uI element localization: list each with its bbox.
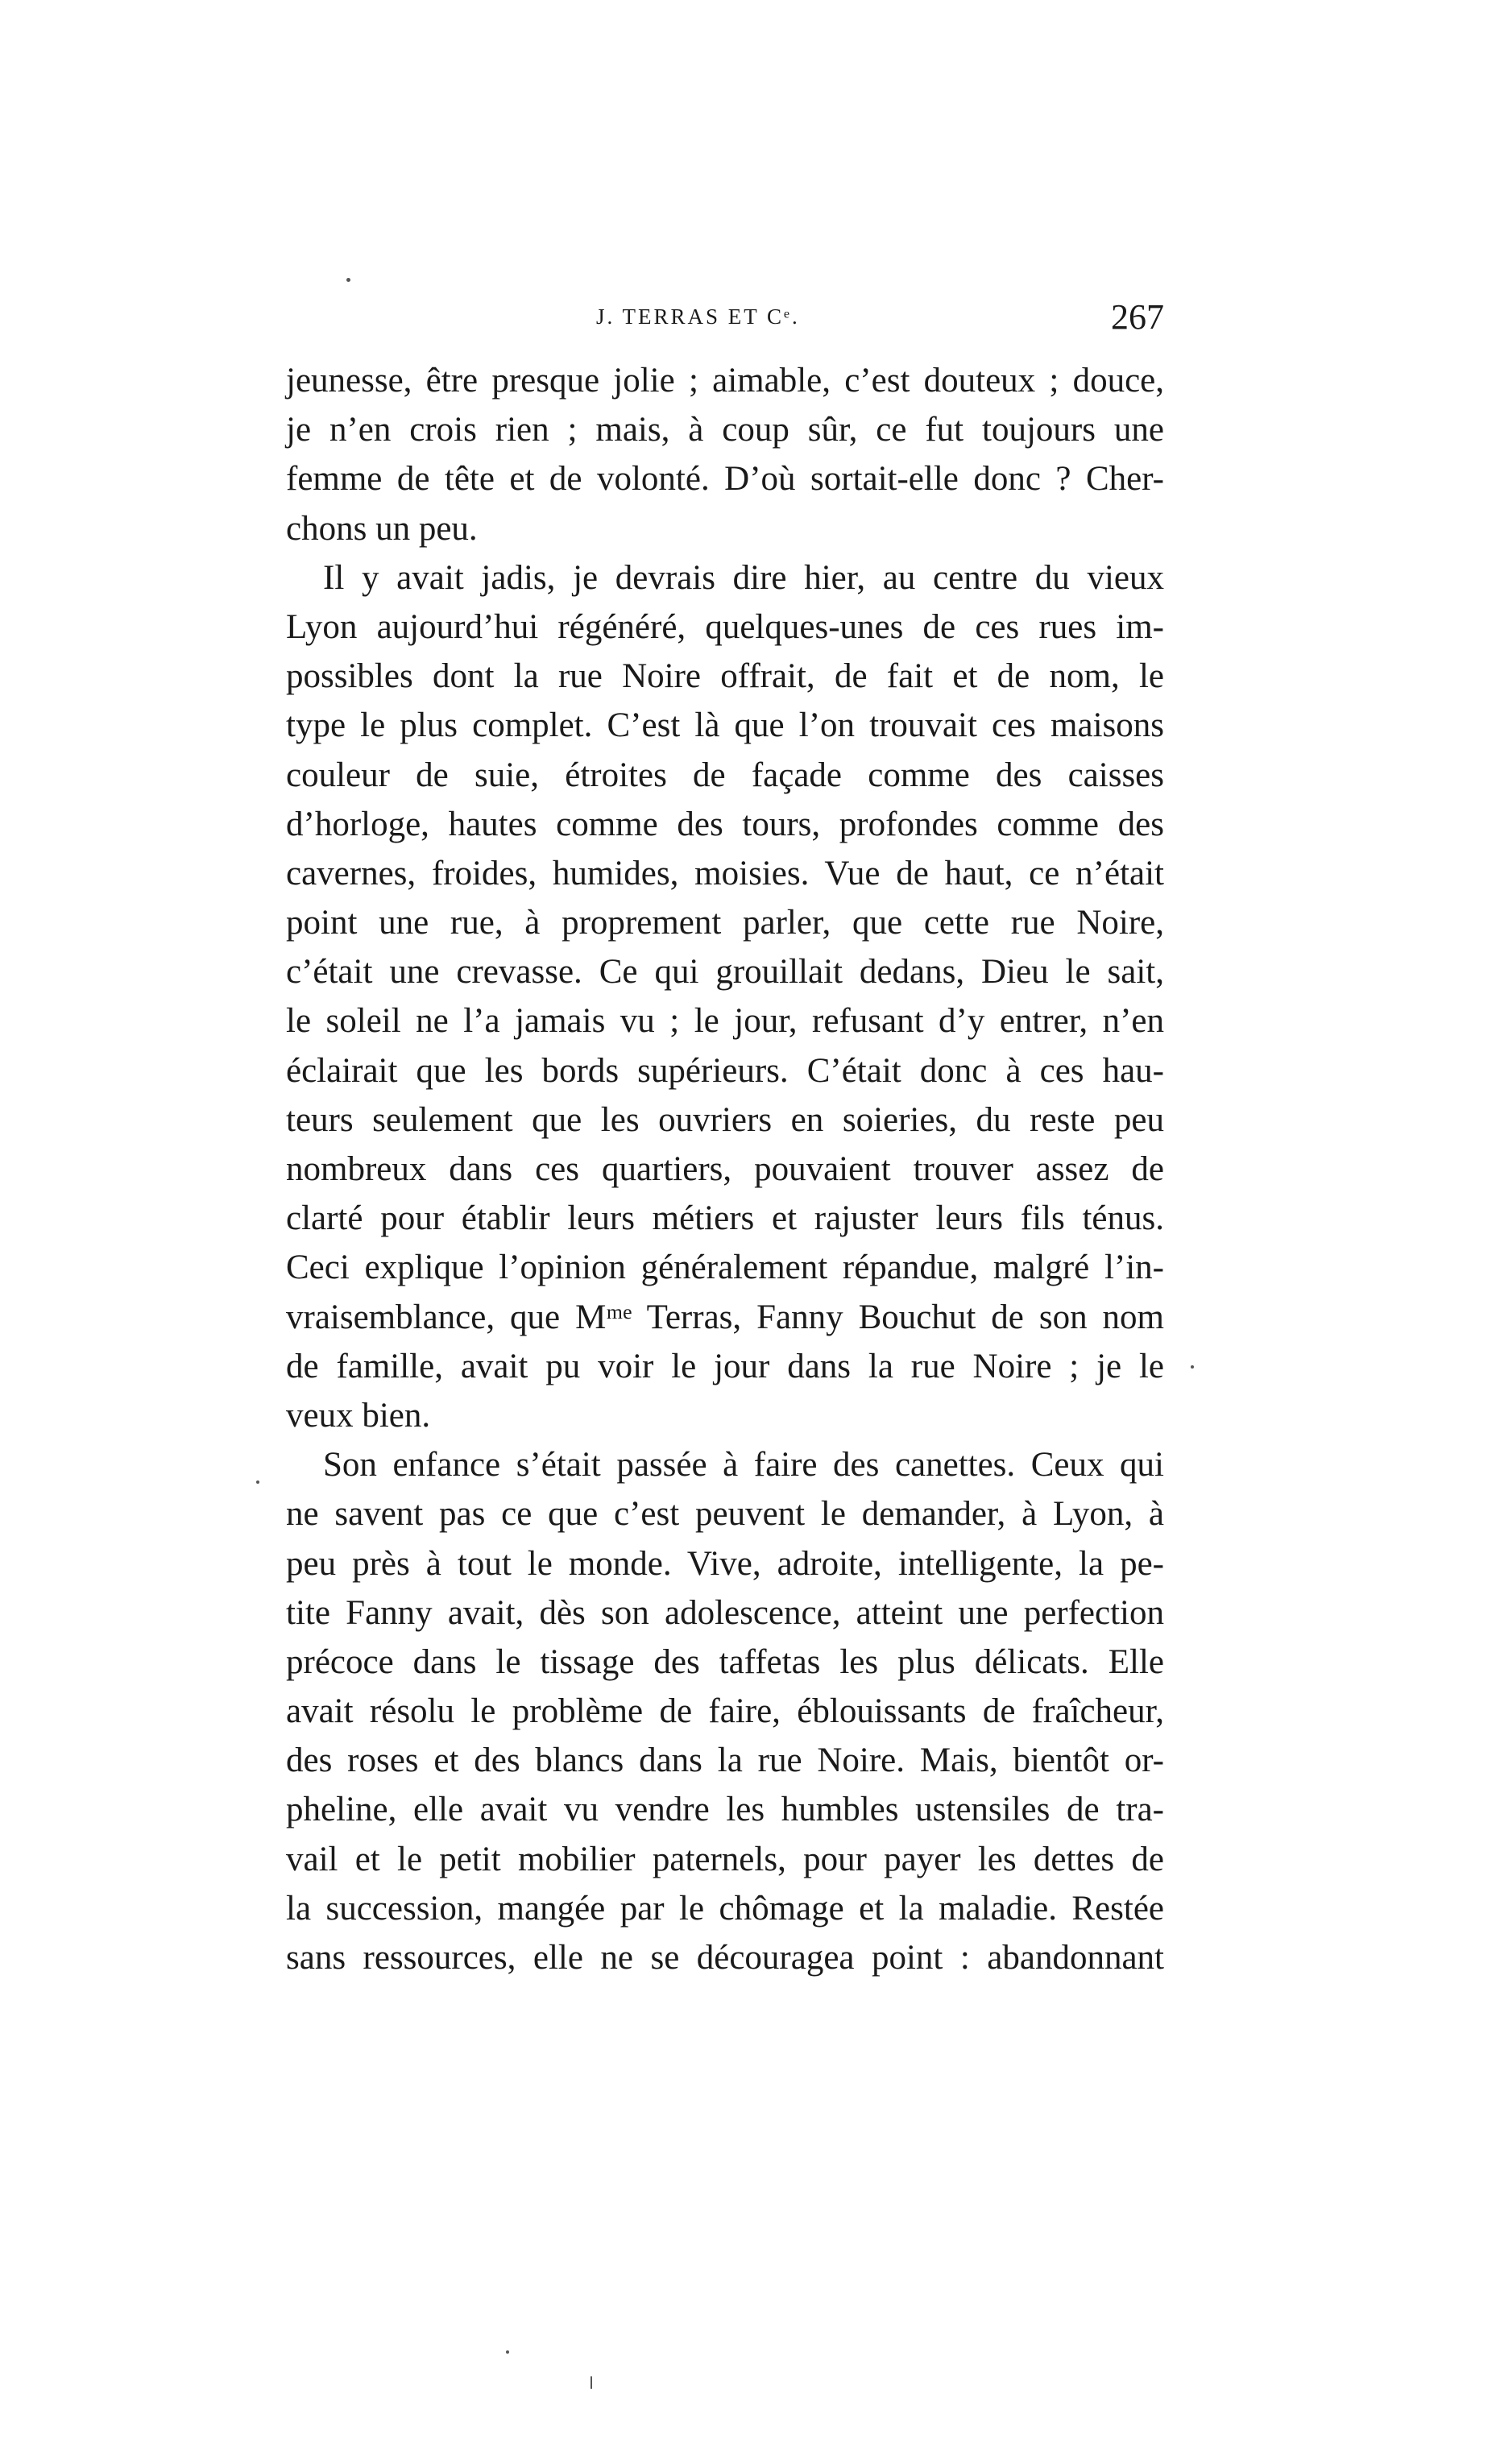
text-line: femme de tête et de volonté. D’où sortait-elle donc ? Cher-	[286, 460, 1164, 499]
text-line: c’était une crevasse. Ce qui grouillait dedans, Dieu le sait,	[286, 953, 1164, 992]
scan-speck	[1191, 1365, 1194, 1369]
page-number: 267	[1111, 297, 1164, 337]
scan-speck	[506, 2350, 509, 2354]
text-line: clarté pour établir leurs métiers et rajuster leurs fils ténus.	[286, 1199, 1164, 1238]
text-line: Il y avait jadis, je devrais dire hier, au centre du vieux	[323, 558, 1164, 597]
text-line: des roses et des blancs dans la rue Noire. Mais, bientôt or-	[286, 1741, 1164, 1780]
text-line: vail et le petit mobilier paternels, pour payer les dettes de	[286, 1840, 1164, 1878]
text-line: la succession, mangée par le chômage et la maladie. Restée	[286, 1889, 1164, 1928]
scan-speck	[591, 2376, 592, 2389]
running-title: J. TERRAS ET Cᵉ.	[596, 304, 800, 329]
text-line: peu près à tout le monde. Vive, adroite, intelligente, la pe-	[286, 1544, 1164, 1583]
text-line: le soleil ne l’a jamais vu ; le jour, refusant d’y entrer, n’en	[286, 1002, 1164, 1041]
text-line: tite Fanny avait, dès son adolescence, atteint une perfection	[286, 1593, 1164, 1632]
text-line: Son enfance s’était passée à faire des canettes. Ceux qui	[323, 1446, 1164, 1485]
text-line: précoce dans le tissage des taffetas les plus délicats. Elle	[286, 1642, 1164, 1681]
body-text	[286, 356, 1164, 1982]
scan-speck	[346, 278, 350, 282]
text-line: ne savent pas ce que c’est peuvent le demander, à Lyon, à	[286, 1495, 1164, 1534]
text-line: teurs seulement que les ouvriers en soieries, du reste peu	[286, 1100, 1164, 1139]
text-line: cavernes, froides, humides, moisies. Vue de haut, ce n’était	[286, 854, 1164, 892]
text-line: veux bien.	[286, 1396, 431, 1435]
text-line: jeunesse, être presque jolie ; aimable, c’est douteux ; douce,	[286, 362, 1164, 400]
text-line: vraisemblance, que Mᵐᵉ Terras, Fanny Bouchut de son nom	[286, 1298, 1164, 1336]
text-line: Ceci explique l’opinion généralement répandue, malgré l’in-	[286, 1249, 1164, 1287]
text-line: couleur de suie, étroites de façade comme des caisses	[286, 756, 1164, 794]
text-line: type le plus complet. C’est là que l’on trouvait ces maisons	[286, 706, 1164, 745]
running-head	[286, 296, 1164, 345]
text-line: d’horloge, hautes comme des tours, profondes comme des	[286, 805, 1164, 843]
text-line: pheline, elle avait vu vendre les humbles ustensiles de tra-	[286, 1791, 1164, 1829]
text-line: chons un peu.	[286, 509, 478, 548]
text-line: Lyon aujourd’hui régénéré, quelques-unes de ces rues im-	[286, 607, 1164, 646]
text-line: de famille, avait pu voir le jour dans la rue Noire ; je le	[286, 1347, 1164, 1385]
scan-speck	[256, 1480, 259, 1484]
text-line: je n’en crois rien ; mais, à coup sûr, ce fut toujours une	[286, 411, 1164, 449]
text-line: nombreux dans ces quartiers, pouvaient trouver assez de	[286, 1150, 1164, 1188]
text-line: avait résolu le problème de faire, éblouissants de fraîcheur,	[286, 1692, 1164, 1731]
text-line: possibles dont la rue Noire offrait, de fait et de nom, le	[286, 657, 1164, 696]
text-line: point une rue, à proprement parler, que cette rue Noire,	[286, 904, 1164, 942]
text-line: sans ressources, elle ne se découragea point : abandonnant	[286, 1939, 1164, 1977]
text-line: éclairait que les bords supérieurs. C’était donc à ces hau-	[286, 1051, 1164, 1090]
